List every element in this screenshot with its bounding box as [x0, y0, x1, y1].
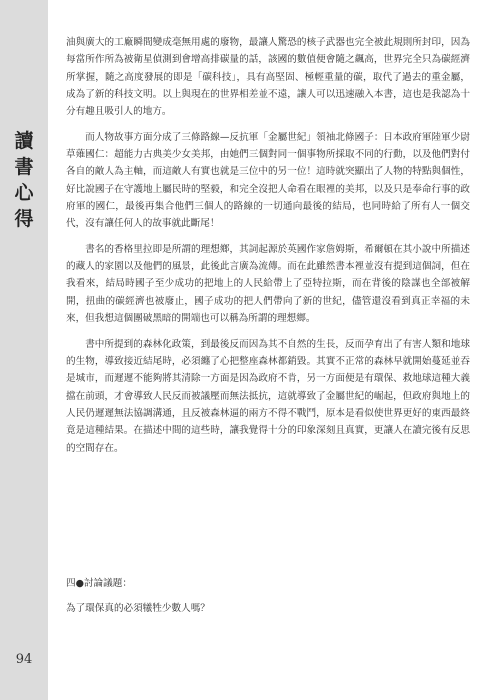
- section-title-char: 讀: [14, 130, 34, 152]
- paragraph: 油與廣大的工廠瞬間變成毫無用處的廢物，最讓人驚恐的核子武器也完全被此規則所封印，因為每當所作所為被衛星偵測到會增高排碳量的話，該國的數值便會隨之飆高，世界完全只為碳經濟所掌握，隨之高度發展的即是「碳科技」，具有高堅固、極輕重量的碳，取代了過去的重金屬，成為了新的科技文明。以上與現在的世界相差並不遠，讓人可以迅速融入本書，這也是我認為十分有趣且吸引人的地方。: [66, 37, 470, 118]
- body-text: [66, 34, 470, 457]
- paragraph: 書名的香格里拉即是所謂的理想鄉，其詞起源於英國作家詹姆斯，希爾頓在其小說中所描述的藏人的家園以及他們的風景，此後此言廣為流傳。而在此雖然書本裡並沒有提到這個詞，但在我看來，結局時國子至少成功的把地上的人民給帶上了亞特拉斯，而在背後的陰謀也全部被解開，扭曲的碳經濟也被廢止，國子成功的把人們帶向了新的世紀，儘管還沒看到真正幸福的未來，但我想這個團破黑暗的開端也可以稱為所謂的理想鄉。: [66, 243, 470, 325]
- discussion-question: 為了環保真的必須犧牲少數人嗎？: [66, 603, 210, 614]
- section-title-char: 得: [14, 208, 34, 230]
- section-title: [0, 128, 48, 232]
- section-title-char: 心: [14, 182, 34, 204]
- paragraph: 而人物故事方面分成了三條路線—反抗軍「金屬世紀」領袖北條國子：日本政府軍陸軍少尉草薙國仁：超能力古典美少女美邦，由她們三個對同一個事物所採取不同的行動，以及他們對付各自的敵人為主軸，而這敵人有實也就是三位中的另一位！這時就突顯出了人物的特點與個性，好比說國子在守護地上屬民時的堅毅，和完全沒把人命看在眼裡的美邦，以及只是奉命行事的政府軍的國仁，最後再集合他們三個人的路線的一切通向最後的結局，也同時給了所有人一個交代，沒有讓任何人的故事就此斷尾！: [66, 131, 470, 230]
- page-number: 94: [15, 652, 33, 667]
- paragraph: 書中所提到的森林化政策，到最後反而因為其不自然的生長，反而孕育出了有害人類和地球的生物，導致接近結尾時，必須纏了心把整座森林都銷毀。其實不正常的森林早就開始蔓延並吞是城市，而遲遲不能夠將其清除一方面是因為政府不肯，另一方面便是有環保、救地球這種大義擋在前頭，才會導致人民反而被議壓而無法抵抗，這就導致了金屬世紀的崛起，但政府與地上的人民仍遲遲無法協調溝通，且反被森林逼的兩方不得不戰鬥，原本是看似使世界更好的東西最終竟是這種結果。在描述中間的這些時，讓我覺得十分的印象深刻且真實，更讓人在讀完後有反思的空間存在。: [66, 338, 470, 454]
- discussion-heading: 四●討論議題：: [66, 578, 132, 589]
- sidebar: [0, 0, 48, 700]
- section-title-char: 書: [14, 156, 34, 178]
